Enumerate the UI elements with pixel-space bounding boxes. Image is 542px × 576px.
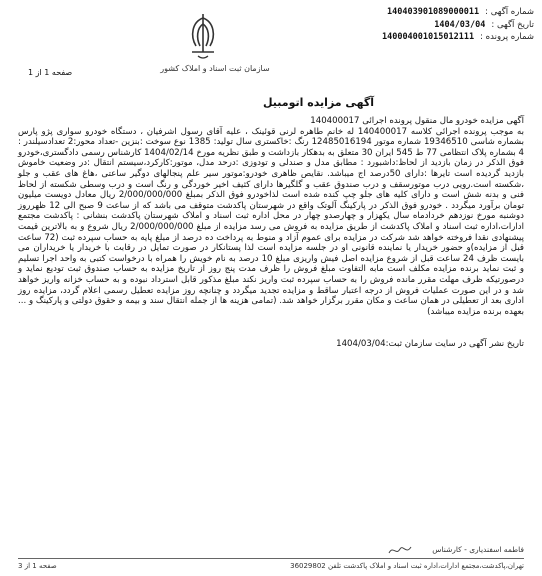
ad-date-label: تاریخ آگهی : [491,19,534,30]
case-number-label: شماره پرونده : [480,32,534,42]
notice-lead: آگهی مزایده خودرو مال منقول پرونده اجرائی 140400017 [310,116,524,126]
footer-address: تهران،پاکدشت،مجتمع ادارات،اداره ثبت اسناد و املاک پاکدشت تلفن 36029802 [290,562,524,570]
organization-caption: سازمان ثبت اسناد و املاک کشور [160,64,270,73]
ad-date-value: 1404/03/04 [434,19,486,30]
notice-title: آگهی مزایده اتومبیل [262,96,374,109]
ad-date-row [244,19,534,32]
page-counter: صفحه 1 از 1 [28,68,73,77]
case-number-row [244,31,534,44]
iran-emblem-icon [178,8,228,68]
ad-number-row [244,6,534,19]
page-footer [18,558,524,573]
ad-number-label: شماره آگهی : [485,7,534,17]
case-number-value: 140004001015012111 [381,32,475,42]
publish-date-line: تاریخ نشر آگهی در سایت سازمان ثبت:1404/03/04 [336,339,524,350]
notice-metadata [244,6,534,44]
ad-number-value: 140403901089000011 [387,7,480,17]
notice-main-text: به موجب پرونده اجرائی کلاسه 140400017 له خانم طاهره لرنی قوئینک ، علیه آقای رسول اشرفیان ، دستگاه خودرو سواری پژو پارس بشماره شاسی 19346510 شماره موتور 12485016194 رنگ :خاکستری سال تولید: 1385 نوع سوخت :بنزین -تعداد محور:2 تعدادسیلندر : 4 بشماره پلاک انتظامی 77 ط 545 ایران 30 متعلق به بدهکار بازداشت و طبق نظریه مورخ 1404/02/14 کارشناس رسمی دادگستری،خودرو فوق الذکر در زمان بازدید از لحاظ:داشبورد : مطابق مدل و صندلی و تودوزی :درحد مدل، موتور:کارکرد،سیستم انتقال :در وضعیت خاموش بازدید گردیده است تایرها :دارای 50درصد اج میباشد. نقایص ظاهری خودرو:موتور سیر علم پنجالهای دوگیر ساعتی ،هاغ های عقب و جلو ،شکسته است.رویی درب موتورسقف و درب صندوق عقب و گلگیرها دارای کثیف اخیر خوردگی و رنگ است و درب وسطی شکسته از لحاظ فنی و بدنه شش است و دارای کلیه های جلو چپ کنده شده است لذاخودرو فوق الذکر بمبلغ 2/000/000/000 ریال معادل دویست میلیون تومان برآورد میگردد . خودرو فوق الذکر در پارکینگ آلوتک واقع در شهرستان پاکدشت متوقف می باشد که از ساعت 9 صبح الی 12 ظهرروز دوشنبه مورخ نوزدهم خردادماه سال یکهزار و چهارصدو چهار در محل اداره ثبت اسناد و املاک شهرستان پاکدشت بنشانی : پاکدشت مجتمع ادارات،اداره ثبت اسناد و املاک پاکدشت از طریق مزایده به فروش می رسد مزایده از مبلغ 2/000/000/000 ریال شروع و به بالاترین قیمت پیشنهادی نقدا فروخته خواهد شد شرکت در مزایده برای عموم آزاد و منوط به پرداخت ده درصد از مبلغ پایه به حساب سپرده ثبت (72 ساعت قبل از مزایده)و حضور خریدار یا نماینده قانونی او در جلسه مزایده است لذا پستانکار در صورت تمایل در رقابت با خریدار یا خریداران می بایست ظرف 24 ساعت قبل از شروع مزایده اصل فیش واریزی مبلغ 10 درصد به نام خویش را همراه با درخواست کتبی به واحد اجرا تسلیم و ثبت نماید برنده مزایده مکلف است مابه التفاوت مبلغ فروش را ظرف مدت پنج روز از تاریخ مزایده به حساب صندوق ثبت تودیع نماید و درصورتیکه ظرف مهلت مقرر مانده فروش را به حساب سپرده ثبت واریز نکند مبلغ مذکور قابل استرداد نبوده و به حساب خزانه واریز خواهد شد و در این صورت عملیات فروش از درجه اعتبار ساقط و مزایده تجدید میگردد و چنانچه روز مزایده تعطیل رسمی اعلام گردد، مزایده روز اداری بعد از تعطیلی در همان ساعت و مکان مقرر برگزار خواهد شد. (تمامی هزینه ها از جمله انتقال سند و بیمه و حقوق دولتی و پارکینگ و ... بعهده برنده مزایده میباشد) [18,126,525,317]
notice-body [18,116,524,350]
signatory: فاطمه اسفندیاری - کارشناس [432,545,524,554]
signature-scribble-icon [388,543,412,557]
footer-page-number: صفحه 1 از 3 [18,562,57,570]
